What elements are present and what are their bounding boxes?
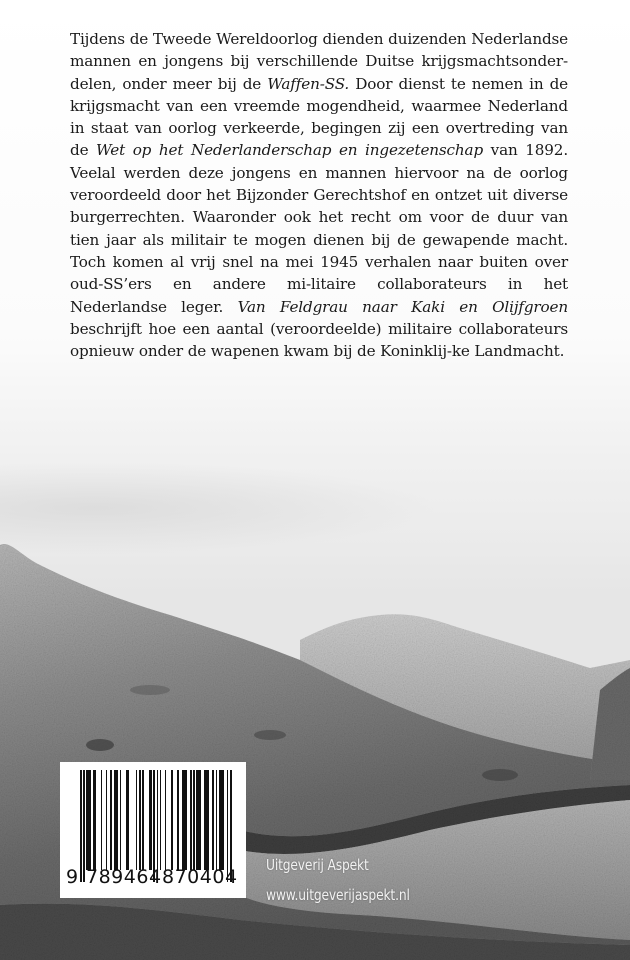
blurb-segment-italic: Wet op het Nederlanderschap en ingezetenschap bbox=[96, 141, 484, 160]
back-cover-blurb bbox=[70, 28, 568, 362]
publisher-website: www.uitgeverijaspekt.nl bbox=[266, 886, 410, 904]
blurb-segment: Door dienst te nemen in de krijgsmacht van een vreemde mogendheid, waarmee Nederland in staat van oorlog verkeerde, begingen zij een overtreding van de bbox=[70, 74, 568, 160]
isbn-digit-group-2: 789464 bbox=[86, 866, 162, 888]
barcode-bars bbox=[80, 770, 232, 880]
blurb-segment: van 1892. Veelal werden deze jongens en mannen hiervoor na de oorlog veroordeeld door het Bijzonder Gerechtshof en ontzet uit diverse burgerrechten. Waaronder ook het recht om voor de duur van tien jaar als militair te mogen dienen bij de gewapende macht. Toch komen al vrij snel na mei 1945 verhalen naar buiten over oud-SS’ers en andere mi-litaire collaborateurs in het Nederlandse leger. bbox=[70, 141, 568, 316]
publisher-name: Uitgeverij Aspekt bbox=[266, 856, 369, 874]
blurb-segment: beschrijft hoe een aantal (veroordeelde) militaire collaborateurs opnieuw onder de wapenen kwam bij de Koninklij-ke Landmacht. bbox=[70, 319, 568, 361]
isbn-number bbox=[64, 866, 244, 892]
isbn-barcode bbox=[60, 762, 246, 898]
isbn-digit-group-1: 9 bbox=[66, 866, 79, 888]
isbn-digit-group-3: 870404 bbox=[162, 866, 238, 888]
blurb-segment: Tijdens de Tweede Wereldoorlog dienden duizenden Nederlandse mannen en jongens bij verschillende Duitse krijgsmachtsonder-delen, onder meer bij de bbox=[70, 30, 568, 93]
blurb-segment-italic: Van Feldgrau naar Kaki en Olijfgroen bbox=[237, 297, 568, 316]
publisher-info bbox=[266, 850, 410, 910]
blurb-segment-italic: Waffen-SS. bbox=[267, 74, 350, 93]
